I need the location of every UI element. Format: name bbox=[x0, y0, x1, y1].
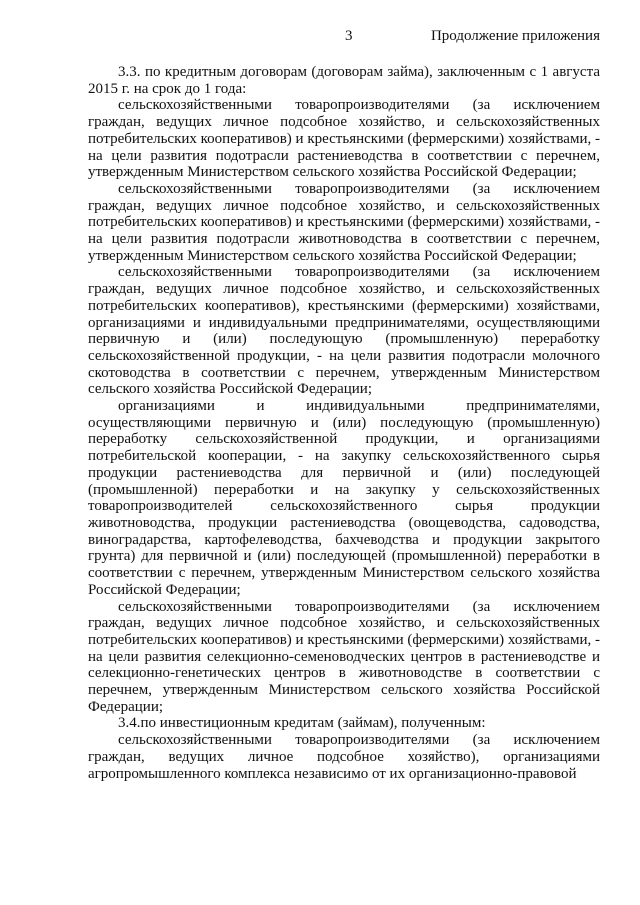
appendix-continuation-note: Продолжение приложения bbox=[430, 28, 600, 44]
paragraph-livestock: сельскохозяйственными товаропроизводителями (за исключением граждан, ведущих личное подсобное хозяйство, и сельскохозяйственных потребительских кооперативов) и крестьянскими (фермерскими) хозяйствами, - на цели развития подотрасли животноводства в соответствии с перечнем, утвержденным Министерством сельского хозяйства Российской Федерации; bbox=[88, 180, 600, 264]
paragraph-investment-loans: сельскохозяйственными товаропроизводителями (за исключением граждан, ведущих личное подсобное хозяйство), организациями агропромышленного комплекса независимо от их организационно-правовой bbox=[88, 732, 600, 782]
paragraph-raw-material-purchase: организациями и индивидуальными предпринимателями, осуществляющими первичную и (или) последующую (промышленную) переработку сельскохозяйственной продукции, и организациями потребительской кооперации, - на закупку сельскохозяйственного сырья продукции растениеводства для первичной и (или) последующей (промышленной) переработки и на закупку у сельскохозяйственных товаропроизводителей сельскохозяйственного сырья продукции животноводства, продукции растениеводства (овощеводства, садоводства, виноградарства, картофелеводства, бахчеводства и продукции закрытого грунта) для первичной и (или) последующей (промышленной) переработки в соответствии с перечнем, утвержденным Министерством сельского хозяйства Российской Федерации; bbox=[88, 398, 600, 598]
clause-3-3-heading: 3.3. по кредитным договорам (договорам займа), заключенным с 1 августа 2015 г. на срок до 1 года: bbox=[88, 64, 600, 97]
paragraph-breeding-centers: сельскохозяйственными товаропроизводителями (за исключением граждан, ведущих личное подсобное хозяйство, и сельскохозяйственных потребительских кооперативов) и крестьянскими (фермерскими) хозяйствами, - на цели развития селекционно-семеноводческих центров в растениеводстве и селекционно-генетических центров в животноводстве в соответствии с перечнем, утвержденным Министерством сельского хозяйства Российской Федерации; bbox=[88, 598, 600, 715]
paragraph-dairy-cattle: сельскохозяйственными товаропроизводителями (за исключением граждан, ведущих личное подсобное хозяйство, и сельскохозяйственных потребительских кооперативов), крестьянскими (фермерскими) хозяйствами, организациями и индивидуальными предпринимателями, осуществляющими первичную и (или) последующую (промышленную) переработку сельскохозяйственной продукции, - на цели развития подотрасли молочного скотоводства в соответствии с перечнем, утвержденным Министерством сельского хозяйства Российской Федерации; bbox=[88, 264, 600, 398]
page-header bbox=[0, 28, 640, 48]
document-body bbox=[88, 64, 600, 782]
clause-3-4-heading: 3.4.по инвестиционным кредитам (займам), полученным: bbox=[118, 715, 486, 732]
paragraph-crop-production: сельскохозяйственными товаропроизводителями (за исключением граждан, ведущих личное подсобное хозяйство, и сельскохозяйственных потребительских кооперативов) и крестьянскими (фермерскими) хозяйствами, - на цели развития подотрасли растениеводства в соответствии с перечнем, утвержденным Министерством сельского хозяйства Российской Федерации; bbox=[88, 97, 600, 181]
page-number: 3 bbox=[345, 28, 353, 44]
